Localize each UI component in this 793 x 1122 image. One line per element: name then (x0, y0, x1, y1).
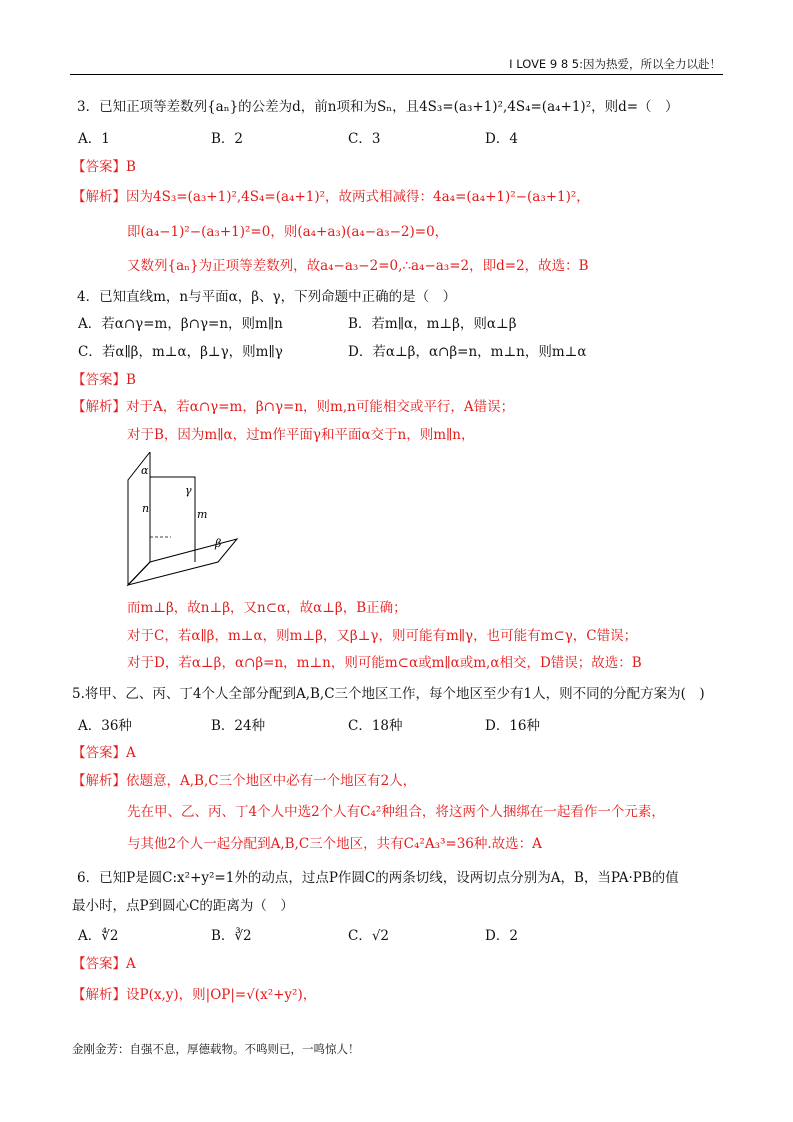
analysis-tag: 【解析】 (72, 399, 126, 415)
header-rule (70, 74, 723, 75)
q3-analysis-2: 即(a₄−1)²−(a₃+1)²=0，则(a₄+a₃)(a₄−a₃−2)=0， (127, 224, 449, 240)
q3-option-b: B．2 (211, 131, 244, 147)
label-n: n (142, 502, 150, 515)
answer-value: B (126, 159, 136, 175)
q6-option-b: B．∛2 (211, 928, 252, 944)
q6-stem-line-2: 最小时，点P到圆心C的距离为（ ） (72, 898, 294, 914)
q6-analysis-1 (72, 985, 316, 1005)
answer-tag: 【答案】 (72, 956, 126, 972)
q5-stem: 5.将甲、乙、丙、丁4个人全部分配到A,B,C三个地区工作，每个地区至少有1人，则不同的分配方案为( ) (72, 686, 705, 702)
q5-analysis-2: 先在甲、乙、丙、丁4个人中选2个人有C₄²种组合，将这两个人捆绑在一起看作一个元素， (127, 804, 665, 820)
intersection-edge (128, 562, 150, 585)
analysis-text: 对于A，若α∩γ=m，β∩γ=n，则m,n可能相交或平行，A错误； (126, 399, 515, 415)
q6-answer (72, 954, 136, 974)
q5-analysis-3: 与其他2个人一起分配到A,B,C三个地区，共有C₄²A₃³=36种.故选：A (127, 836, 542, 852)
analysis-text: 依题意，A,B,C三个地区中必有一个地区有2人， (126, 773, 417, 789)
analysis-tag: 【解析】 (72, 189, 126, 205)
analysis-tag: 【解析】 (72, 987, 126, 1003)
planes-figure (125, 452, 245, 592)
analysis-text: 因为4S₃=(a₃+1)²,4S₄=(a₄+1)²，故两式相减得：4a₄=(a₄+1)²−(a₃+1)²， (126, 189, 590, 205)
q3-option-a: A．1 (78, 131, 110, 147)
label-m: m (197, 508, 208, 521)
q4-option-d: D．若α⊥β，α∩β=n，m⊥n，则m⊥α (348, 344, 587, 360)
q6-option-c: C．√2 (348, 928, 390, 944)
page-footer: 金刚金芳：自强不息，厚德载物。不鸣则已，一鸣惊人！ (72, 1042, 360, 1056)
label-gamma: γ (185, 484, 192, 497)
label-alpha: α (141, 464, 149, 477)
q4-analysis-5: 对于D，若α⊥β，α∩β=n，m⊥n，则可能m⊂α或m∥α或m,α相交，D错误；故选：B (127, 655, 642, 671)
q5-option-c: C．18种 (348, 718, 403, 734)
q3-stem: 3．已知正项等差数列{aₙ}的公差为d，前n项和为Sₙ，且4S₃=(a₃+1)²,4S₄=(a₄+1)²，则d=（ ） (77, 99, 679, 115)
q3-analysis-3: 又数列{aₙ}为正项等差数列，故a₄−a₃−2=0,∴a₄−a₃=2，即d=2，故选：B (127, 258, 589, 274)
q3-option-d: D．4 (485, 131, 518, 147)
answer-tag: 【答案】 (72, 159, 126, 175)
q4-analysis-1 (72, 397, 514, 417)
answer-value: A (126, 956, 136, 972)
answer-tag: 【答案】 (72, 372, 126, 388)
q4-analysis-4: 对于C，若α∥β，m⊥α，则m⊥β，又β⊥γ，则可能有m∥γ，也可能有m⊂γ，C错误； (127, 628, 638, 644)
q5-option-d: D．16种 (485, 718, 541, 734)
q5-answer (72, 743, 136, 763)
q4-option-b: B．若m∥α，m⊥β，则α⊥β (348, 316, 517, 332)
q4-analysis-3: 而m⊥β，故n⊥β，又n⊂α，故α⊥β，B正确； (127, 600, 407, 616)
answer-value: B (126, 372, 136, 388)
label-beta: β (215, 537, 222, 550)
q5-option-b: B．24种 (211, 718, 266, 734)
analysis-tag: 【解析】 (72, 773, 126, 789)
q6-option-d: D．2 (485, 928, 518, 944)
q4-analysis-2: 对于B，因为m∥α，过m作平面γ和平面α交于n，则m∥n， (127, 427, 475, 443)
q5-option-a: A．36种 (78, 718, 132, 734)
q3-answer (72, 157, 136, 177)
header-slogan: I LOVE 9 8 5:因为热爱，所以全力以赴！ (509, 57, 721, 71)
answer-tag: 【答案】 (72, 745, 126, 761)
q4-option-c: C．若α∥β，m⊥α，β⊥γ，则m∥γ (78, 344, 283, 360)
analysis-text: 设P(x,y)，则|OP|=√(x²+y²)， (126, 987, 317, 1003)
q4-stem: 4．已知直线m，n与平面α，β、γ，下列命题中正确的是（ ） (77, 289, 457, 305)
q6-stem-line-1: 6．已知P是圆C:x²+y²=1外的动点，过点P作圆C的两条切线，设两切点分别为A，B，当PA·PB的值 (77, 870, 679, 886)
answer-value: A (126, 745, 136, 761)
q4-option-a: A．若α∩γ=m，β∩γ=n，则m∥n (78, 316, 283, 332)
q5-analysis-1 (72, 771, 416, 791)
q3-analysis-1 (72, 187, 590, 207)
q6-option-a: A．∜2 (78, 928, 119, 944)
q3-option-c: C．3 (348, 131, 381, 147)
q4-answer (72, 370, 136, 390)
